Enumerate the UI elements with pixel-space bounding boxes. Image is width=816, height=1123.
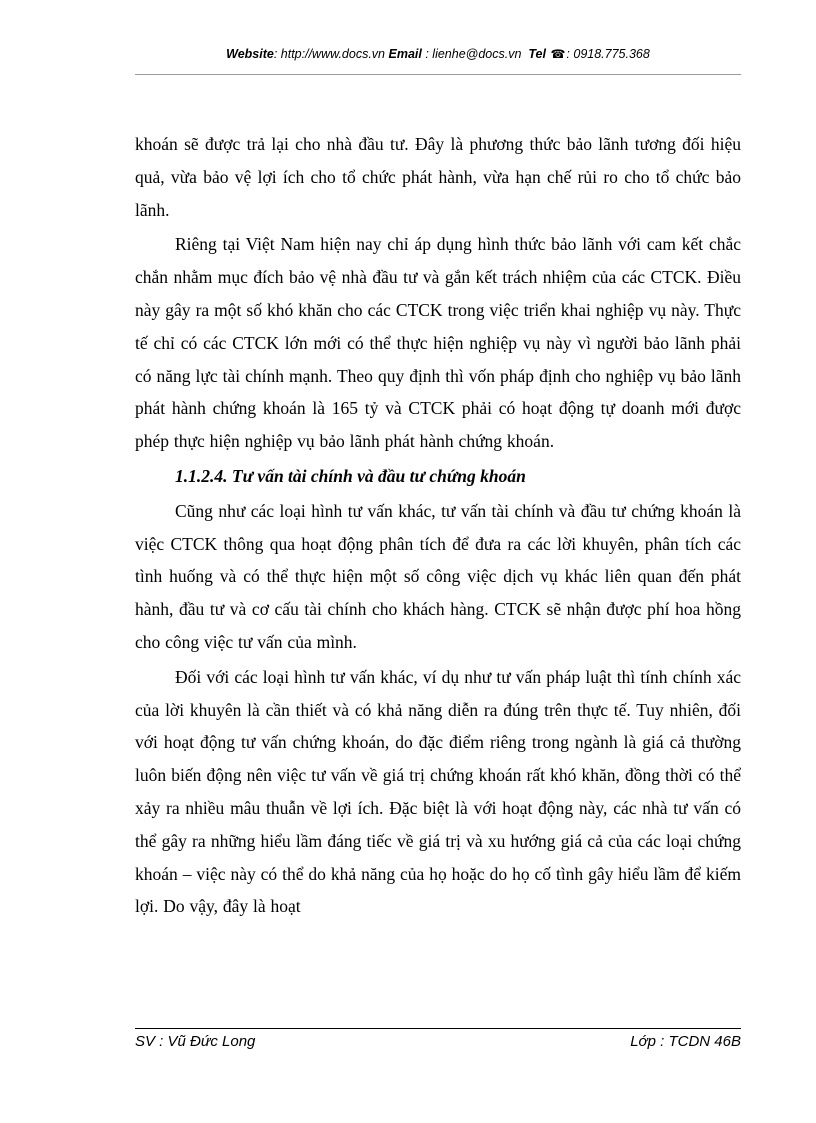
paragraph-4: Đối với các loại hình tư vấn khác, ví dụ như tư vấn pháp luật thì tính chính xác của lời khuyên là cần thiết và có khả năng diễn ra đúng trên thực tế. Tuy nhiên, đối với hoạt động tư vấn chứng khoán, do đặc điểm riêng trong ngành là giá cả thường luôn biến động nên việc tư vấn về giá trị chứng khoán rất khó khăn, đồng thời có thể xảy ra nhiều mâu thuẫn về lợi ích. Đặc biệt là với hoạt động này, các nhà tư vấn có thể gây ra những hiểu lầm đáng tiếc về giá trị và xu hướng giá cả của các loại chứng khoán – việc này có thể do khả năng của họ hoặc do họ cố tình gây hiểu lầm để kiếm lợi. Do vậy, đây là hoạt — [135, 666, 741, 917]
website-url[interactable]: : http://www.docs.vn — [273, 47, 386, 61]
website-label: Website — [226, 47, 274, 61]
paragraph-3: Cũng như các loại hình tư vấn khác, tư vấn tài chính và đầu tư chứng khoán là việc CTCK thông qua hoạt động phân tích để đưa ra các lời khuyên, phân tích các tình huống và có thể thực hiện một số công việc dịch vụ khác liên quan đến phát hành, đầu tư và cơ cấu tài chính cho khách hàng. CTCK sẽ nhận được phí hoa hồng cho công việc tư vấn của mình. — [135, 500, 741, 652]
tel-label: Tel — [528, 47, 546, 61]
footer-divider — [135, 1028, 741, 1029]
footer-class: Lớp : TCDN 46B — [630, 1033, 741, 1050]
section-heading: 1.1.2.4. Tư vấn tài chính và đầu tư chứng khoán — [175, 465, 526, 486]
email-label: Email — [388, 47, 422, 61]
header-divider — [135, 74, 741, 75]
page-header — [135, 44, 741, 64]
paragraph-2: Riêng tại Việt Nam hiện nay chỉ áp dụng hình thức bảo lãnh với cam kết chắc chắn nhằm mục đích bảo vệ nhà đầu tư và gắn kết trách nhiệm của các CTCK. Điều này gây ra một số khó khăn cho các CTCK trong việc triển khai nghiệp vụ này. Thực tế chỉ có các CTCK lớn mới có thể thực hiện nghiệp vụ này vì người bảo lãnh phải có năng lực tài chính mạnh. Theo quy định thì vốn pháp định cho nghiệp vụ bảo lãnh phát hành chứng khoán là 165 tỷ và CTCK phải có hoạt động tự doanh mới được phép thực hiện nghiệp vụ bảo lãnh phát hành chứng khoán. — [135, 234, 741, 452]
phone-icon: ☎ — [550, 47, 566, 61]
footer-student: SV : Vũ Đức Long — [135, 1033, 256, 1050]
email-address[interactable]: : lienhe@docs.vn — [425, 47, 522, 61]
document-body — [135, 128, 741, 925]
paragraph-1: khoán sẽ được trả lại cho nhà đầu tư. Đây là phương thức bảo lãnh tương đối hiệu quả, vừa bảo vệ lợi ích cho tổ chức phát hành, vừa hạn chế rủi ro cho tổ chức bảo lãnh. — [135, 134, 741, 220]
tel-number: : 0918.775.368 — [566, 47, 650, 61]
